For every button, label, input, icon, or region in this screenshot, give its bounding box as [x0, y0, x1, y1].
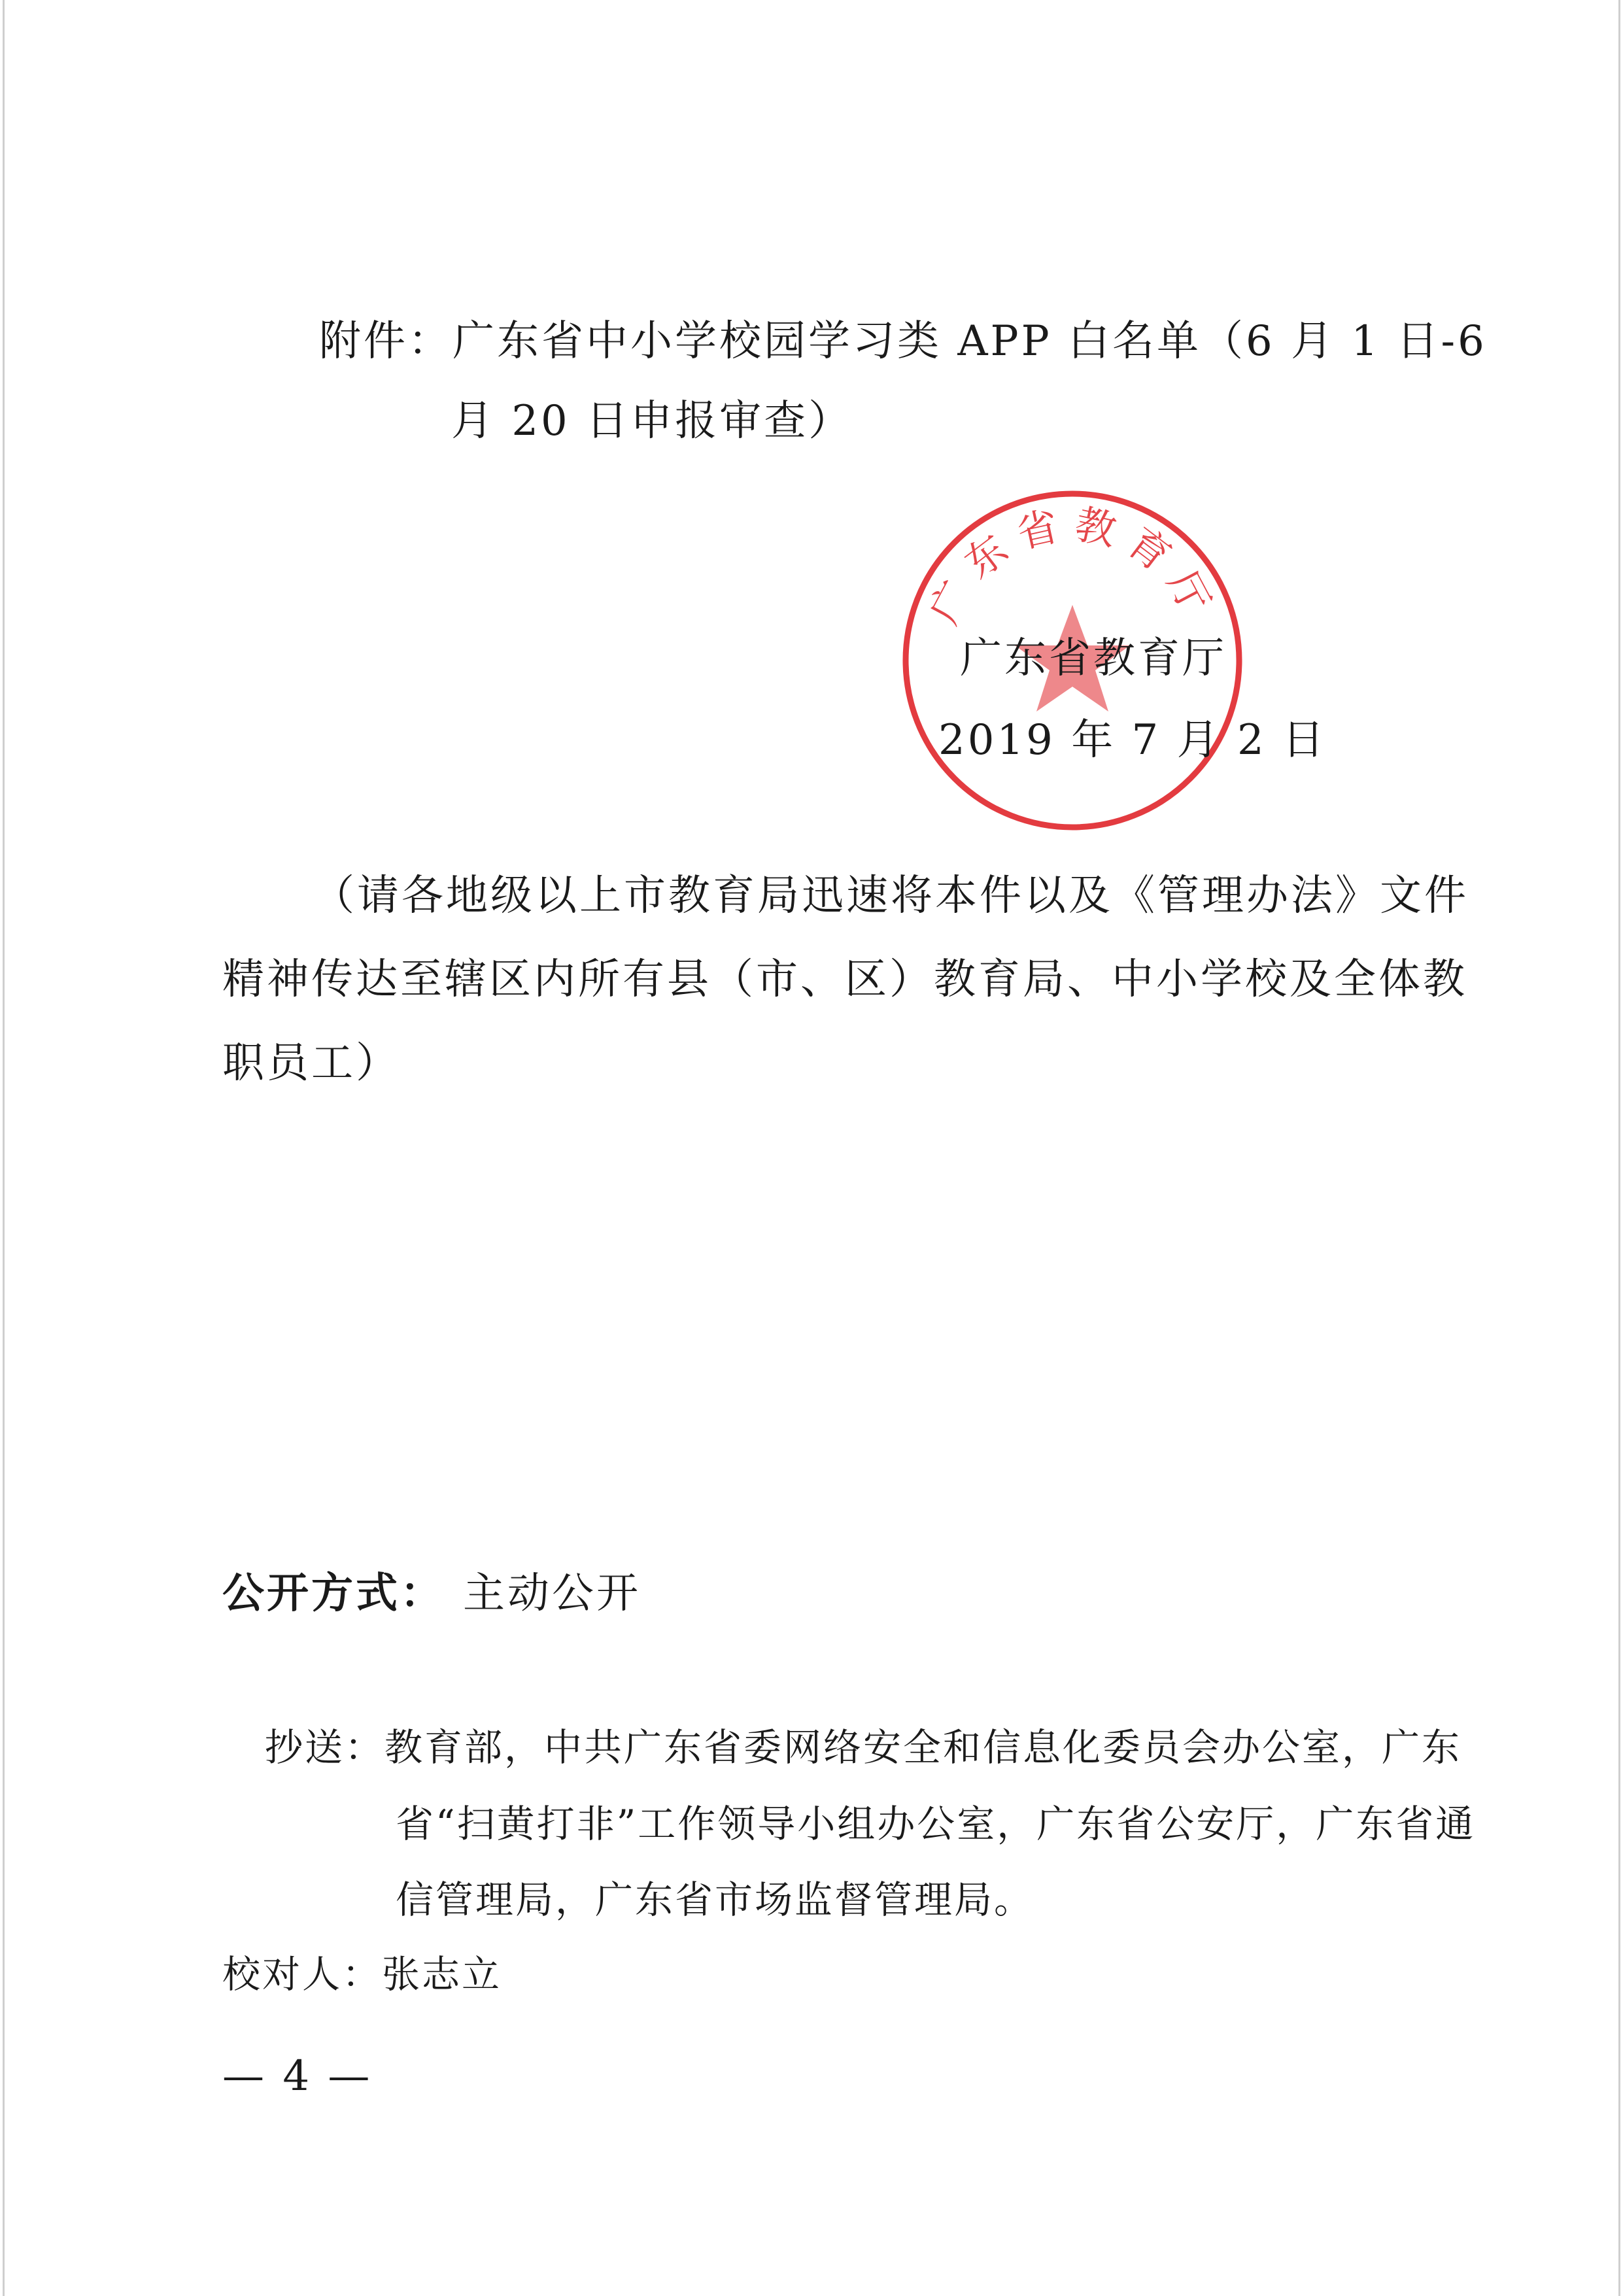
- cc-label: 抄送：: [265, 1725, 385, 1770]
- signature-date: 2019 年 7 月 2 日: [938, 716, 1327, 764]
- note-line-3: 职员工）: [222, 1039, 400, 1088]
- signature-org: 广东省教育厅: [960, 634, 1227, 683]
- proofreader-label: 校对人：: [222, 1952, 383, 1996]
- disclosure-value: 主动公开: [463, 1569, 641, 1618]
- note-line-1: （请各地级以上市教育局迅速将本件以及《管理办法》文件: [313, 872, 1469, 920]
- attachment-line-2: 月 20 日申报审查）: [451, 397, 853, 445]
- note-line-2: 精神传达至辖区内所有县（市、区）教育局、中小学校及全体教: [222, 955, 1467, 1004]
- page-number: — 4 —: [222, 2052, 373, 2100]
- proofreader-line: [222, 1944, 502, 1998]
- cc-line-2: 省“扫黄打非”工作领导小组办公室，广东省公安厅，广东省通: [396, 1802, 1476, 1846]
- scan-left-edge: [3, 0, 5, 2296]
- scan-right-edge: [1618, 0, 1620, 2296]
- attachment-title: 广东省中小学校园学习类 APP 白名单（6 月 1 日-6: [453, 317, 1487, 366]
- proofreader-name: 张志立: [382, 1952, 502, 1996]
- seal-text: 广东省教育厅: [919, 500, 1225, 632]
- attachment-label: 附件：: [319, 317, 453, 366]
- disclosure-label: 公开方式：: [222, 1569, 445, 1618]
- cc-line-3: 信管理局，广东省市场监督管理局。: [396, 1877, 1034, 1922]
- cc-recipients-1: 教育部，中共广东省委网络安全和信息化委员会办公室，广东: [384, 1725, 1462, 1770]
- disclosure-line: [222, 1560, 641, 1620]
- cc-line-1: [265, 1717, 1461, 1772]
- attachment-line-1: [319, 307, 1487, 368]
